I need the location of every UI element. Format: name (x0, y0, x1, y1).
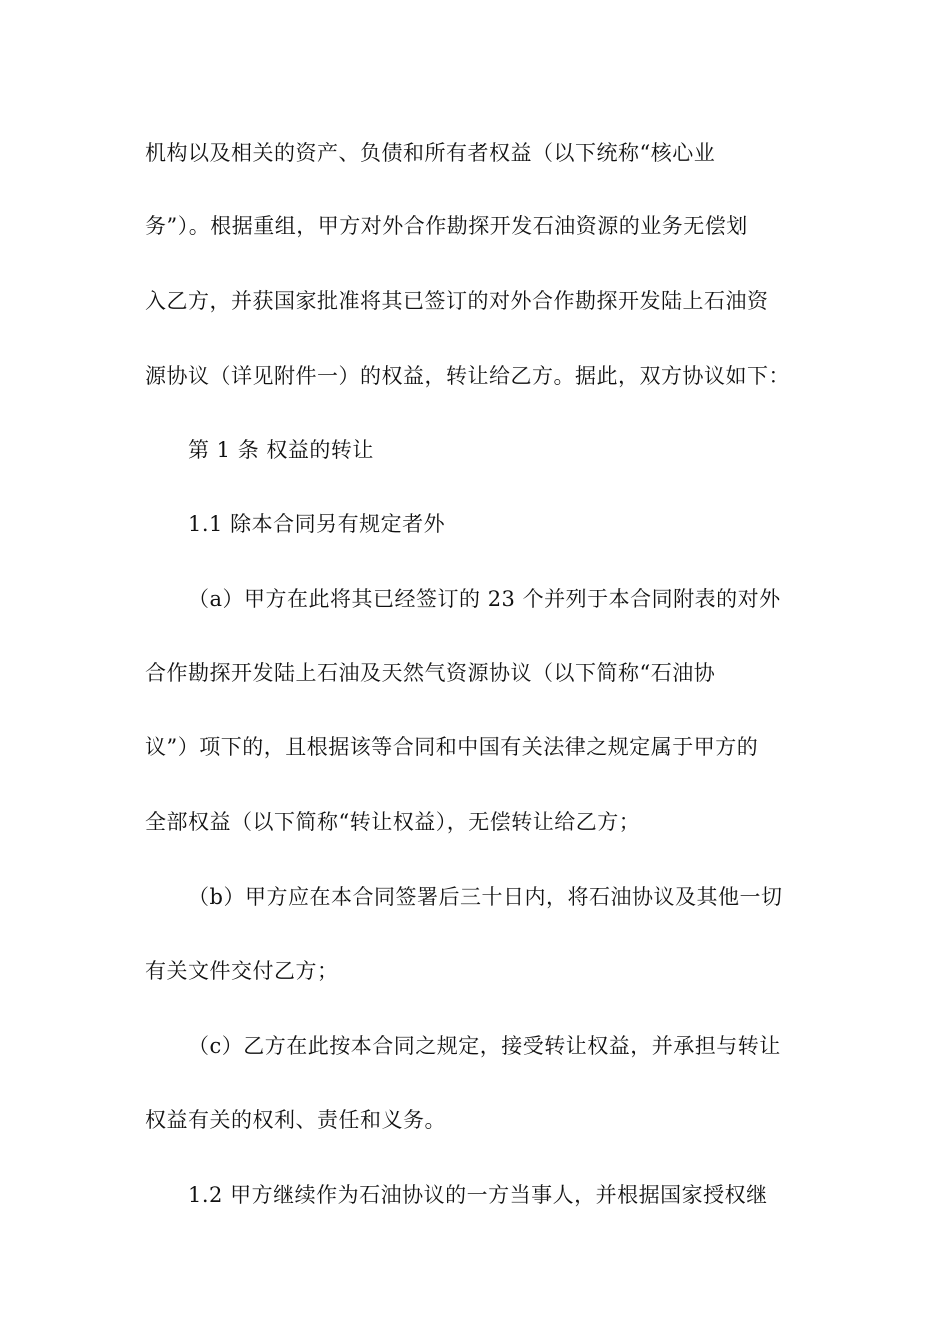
clause-c-line-2: 权益有关的权利、责任和义务。 (145, 1108, 446, 1132)
paragraph-line-3: 入乙方，并获国家批准将其已签订的对外合作勘探开发陆上石油资 (145, 289, 769, 313)
clause-b-line-2: 有关文件交付乙方； (145, 959, 339, 983)
paragraph-line-2: 务”）。根据重组，甲方对外合作勘探开发石油资源的业务无偿划 (145, 214, 748, 238)
clause-1-2-line-1: 1.2 甲方继续作为石油协议的一方当事人，并根据国家授权继 (188, 1183, 768, 1207)
clause-b-line-1: （b）甲方应在本合同签署后三十日内，将石油协议及其他一切 (188, 885, 783, 909)
paragraph-line-1: 机构以及相关的资产、负债和所有者权益（以下统称“核心业 (145, 141, 716, 165)
clause-a-line-1: （a）甲方在此将其已经签订的 23 个并列于本合同附表的对外 (188, 587, 781, 611)
clause-a-line-3: 议”）项下的，且根据该等合同和中国有关法律之规定属于甲方的 (145, 735, 759, 759)
paragraph-line-4: 源协议（详见附件一）的权益，转让给乙方。据此，双方协议如下： (145, 364, 790, 388)
section-heading-article-1: 第 1 条 权益的转让 (188, 438, 374, 462)
clause-a-line-2: 合作勘探开发陆上石油及天然气资源协议（以下简称“石油协 (145, 661, 716, 685)
clause-a-line-4: 全部权益（以下简称“转让权益），无偿转让给乙方； (145, 810, 641, 834)
clause-c-line-1: （c）乙方在此按本合同之规定，接受转让权益，并承担与转让 (188, 1034, 781, 1058)
clause-1-1-heading: 1.1 除本合同另有规定者外 (188, 512, 446, 536)
